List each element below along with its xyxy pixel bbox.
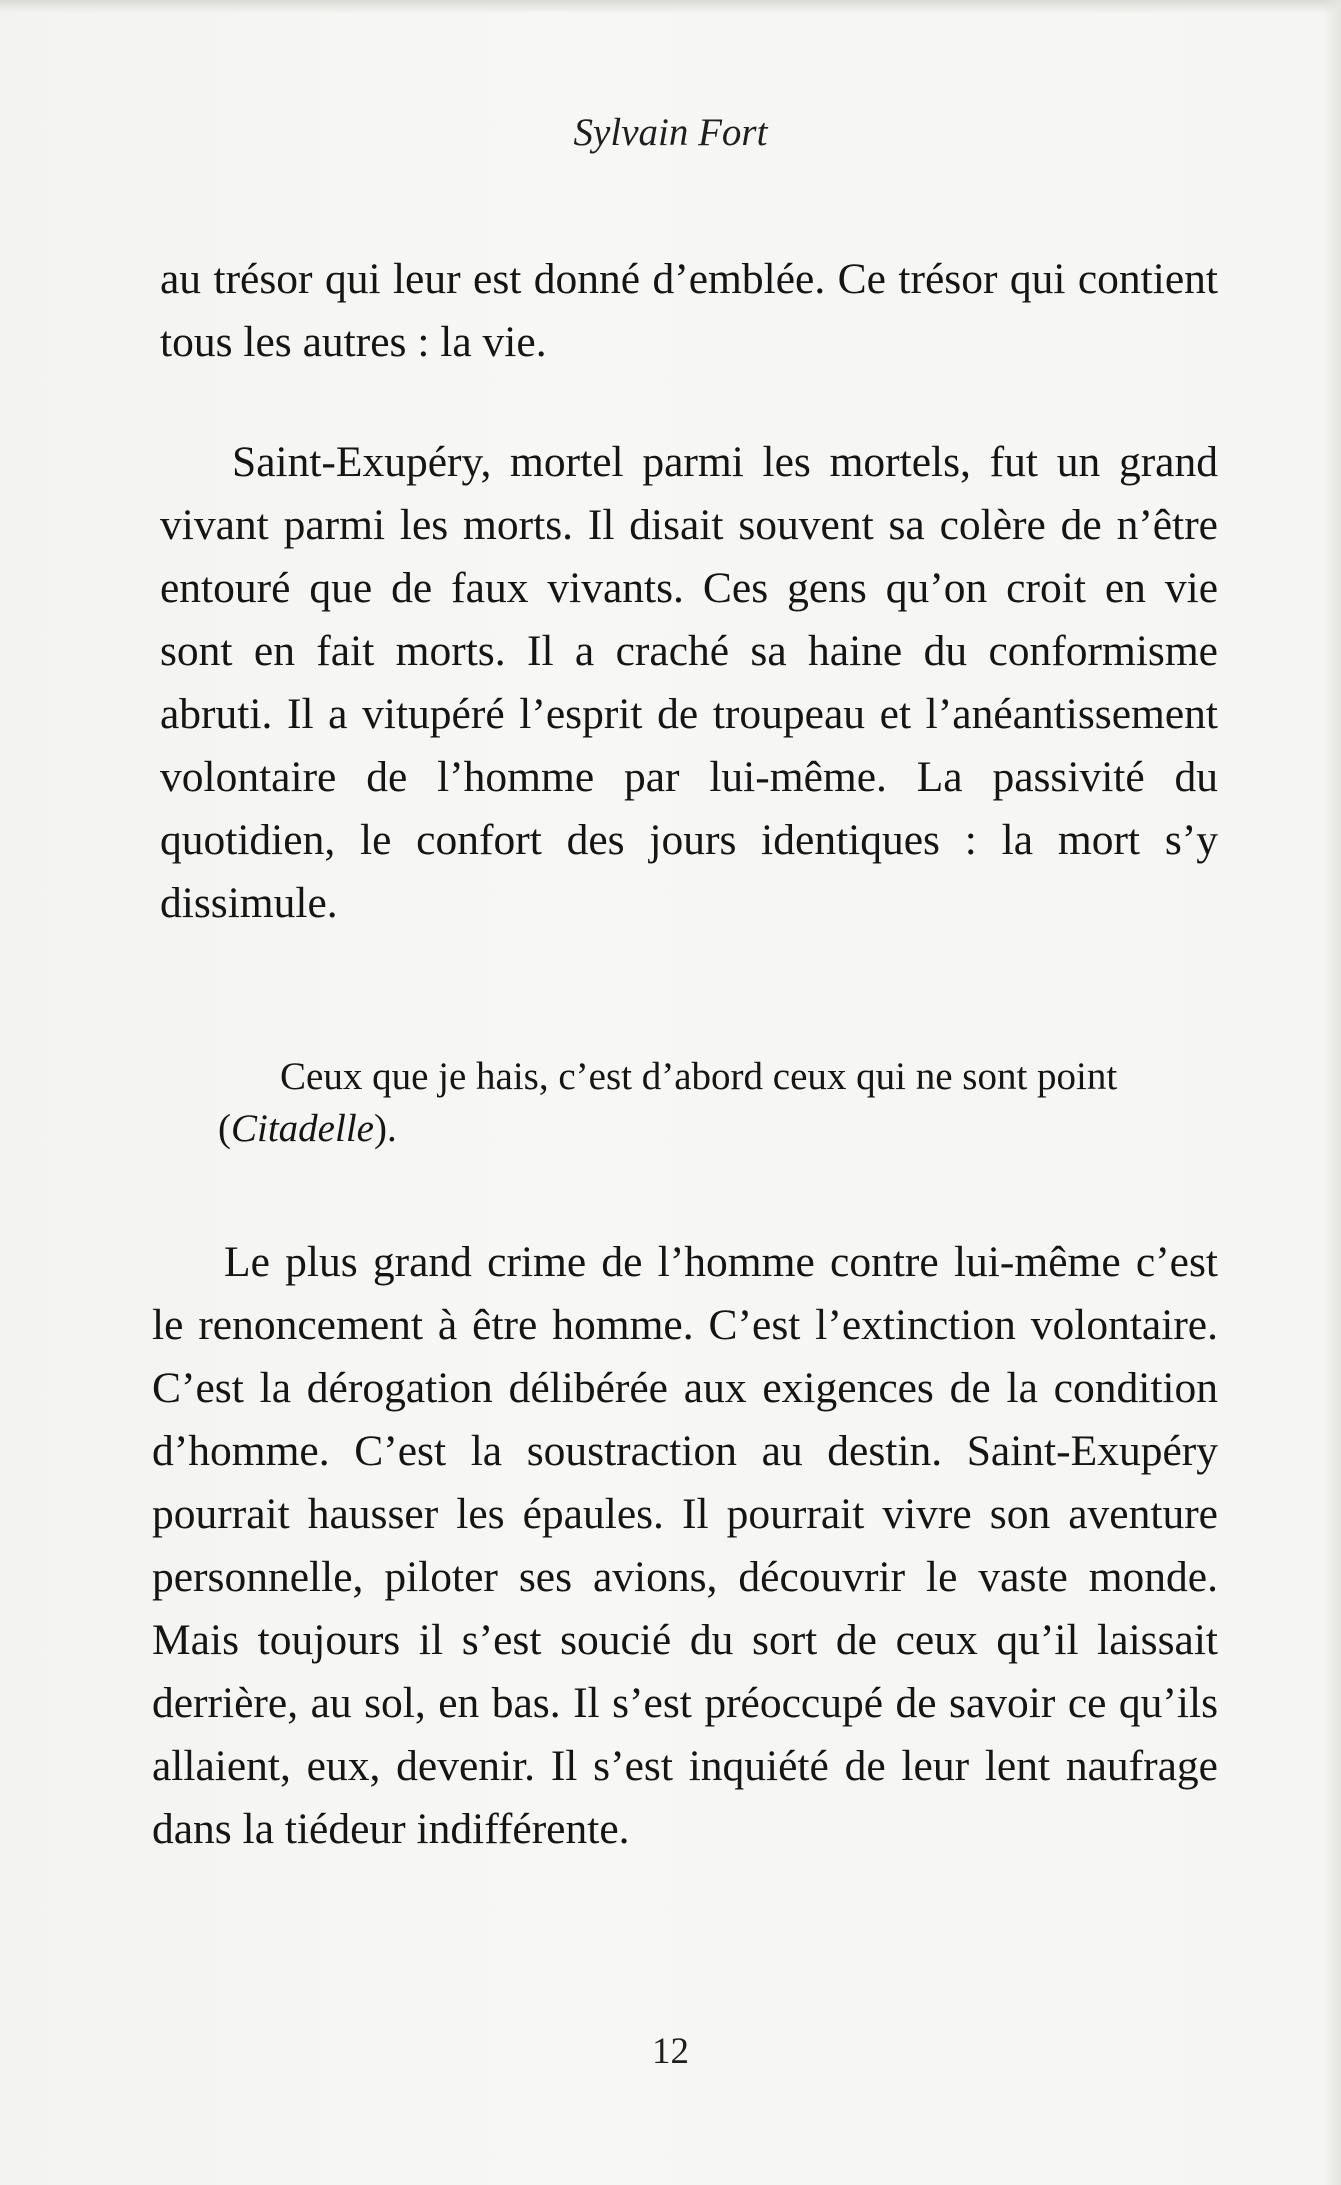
- paragraph-text: Le plus grand crime de l’homme contre lui-même c’est le renoncement à être homme. C’est l’extinction volontaire. C’est la dérogation délibérée aux exigences de la condition d’homme. C’est la soustraction au destin. Saint-Exupéry pourrait hausser les épaules. Il pourrait vivre son aventure personnelle, piloter ses avions, découvrir le vaste monde. Mais toujours il s’est soucié du sort de ceux qu’il laissait derrière, au sol, en bas. Il s’est préoccupé de savoir ce qu’ils allaient, eux, devenir. Il s’est inquiété de leur lent naufrage dans la tiédeur indifférente.: [152, 1238, 1218, 1853]
- quote-closing: ).: [373, 1107, 397, 1150]
- paragraph-1: [160, 248, 1218, 374]
- paragraph-text: Saint-Exupéry, mortel parmi les mortels, fut un grand vivant parmi les morts. Il disait souvent sa colère de n’être entouré que de faux vivants. Ces gens qu’on croit en vie sont en fait morts. Il a craché sa haine du conformisme abruti. Il a vitupéré l’esprit de troupeau et l’anéantissement volontaire de l’homme par lui-même. La passivité du quotidien, le confort des jours identiques : la mort s’y dissimule.: [160, 438, 1218, 927]
- paragraph-2: [160, 431, 1218, 935]
- paragraph-text: au trésor qui leur est donné d’emblée. Ce trésor qui contient tous les autres : la vie.: [160, 255, 1218, 366]
- page-right-edge: [1323, 0, 1341, 2185]
- page-number: 12: [652, 2031, 689, 2072]
- quote-source: Citadelle: [231, 1107, 374, 1150]
- quote-text: Ceux que je hais, c’est d’abord ceux qui ne sont point (: [218, 1055, 1118, 1150]
- page-top-edge: [0, 0, 1341, 14]
- paragraph-3: [152, 1231, 1218, 1861]
- running-head: Sylvain Fort: [573, 111, 768, 154]
- block-quote: [218, 1051, 1148, 1155]
